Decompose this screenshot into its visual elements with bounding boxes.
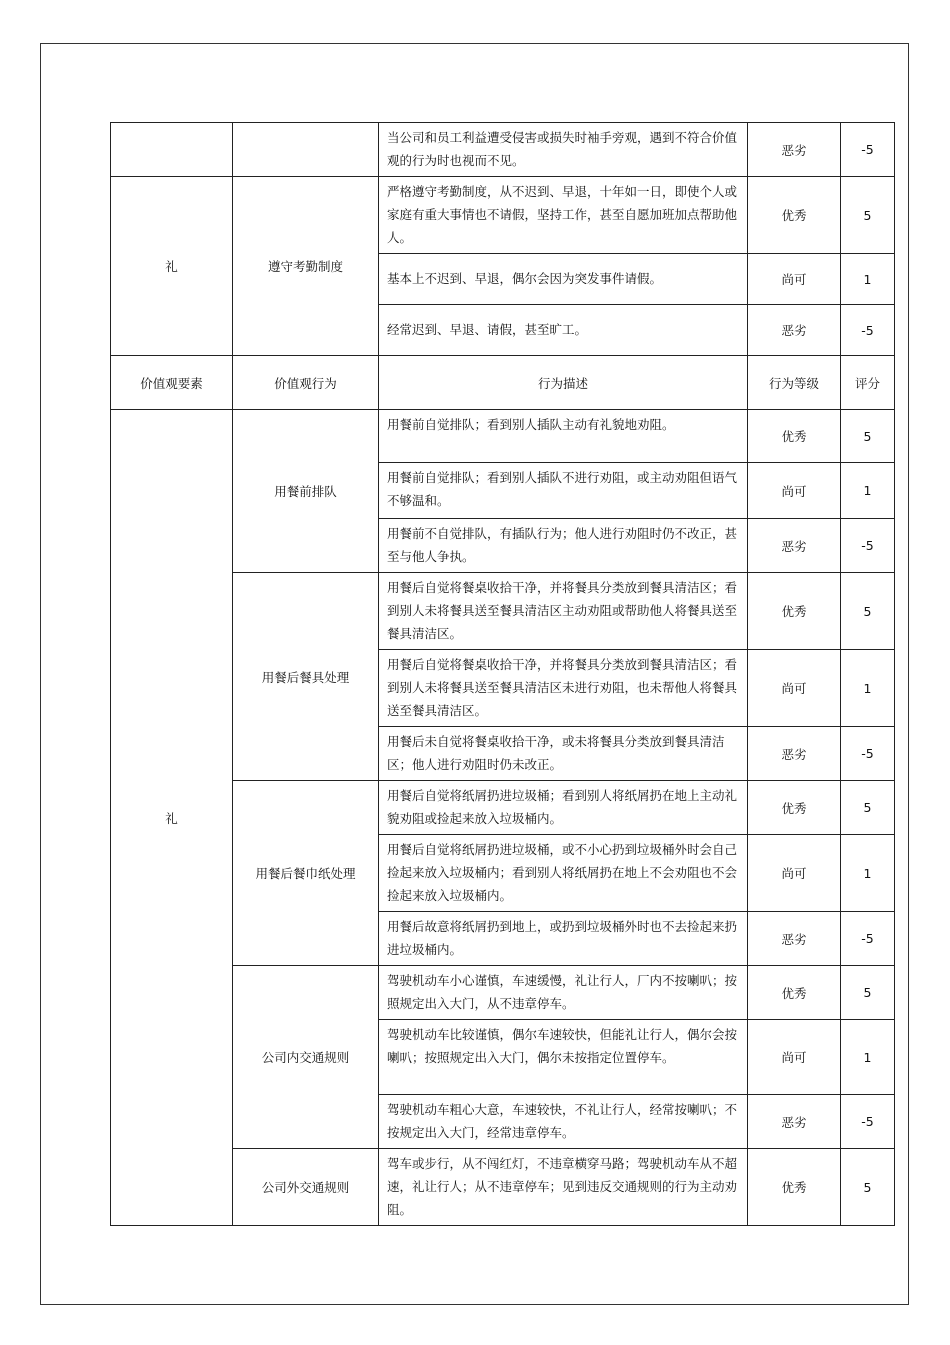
description-cell: 基本上不迟到、早退，偶尔会因为突发事件请假。 — [379, 254, 748, 305]
score-cell: 1 — [841, 463, 895, 519]
grade-cell: 恶劣 — [748, 1095, 841, 1149]
score-cell: 1 — [841, 1020, 895, 1095]
value-behavior-cell: 用餐后餐具处理 — [233, 573, 379, 781]
value-behavior-cell: 遵守考勤制度 — [233, 177, 379, 356]
grade-cell: 恶劣 — [748, 305, 841, 356]
value-behavior-cell: 公司内交通规则 — [233, 966, 379, 1149]
description-cell: 用餐后自觉将纸屑扔进垃圾桶；看到别人将纸屑扔在地上主动礼貌劝阻或捡起来放入垃圾桶内。 — [379, 781, 748, 835]
value-behavior-cell: 用餐前排队 — [233, 410, 379, 573]
description-cell: 用餐后未自觉将餐桌收拾干净，或未将餐具分类放到餐具清洁区；他人进行劝阻时仍未改正。 — [379, 727, 748, 781]
description-cell: 用餐后自觉将餐桌收拾干净，并将餐具分类放到餐具清洁区；看到别人未将餐具送至餐具清洁区主动劝阻或帮助他人将餐具送至餐具清洁区。 — [379, 573, 748, 650]
header-behavior: 价值观行为 — [233, 356, 379, 410]
table-row — [111, 410, 895, 463]
description-cell: 驾车或步行，从不闯红灯，不违章横穿马路；驾驶机动车从不超速，礼让行人；从不违章停车；见到违反交通规则的行为主动劝阻。 — [379, 1149, 748, 1226]
score-cell: -5 — [841, 519, 895, 573]
score-cell: -5 — [841, 123, 895, 177]
description-cell: 用餐前自觉排队；看到别人插队不进行劝阻，或主动劝阻但语气不够温和。 — [379, 463, 748, 519]
value-element-cell: 礼 — [111, 410, 233, 1226]
grade-cell: 尚可 — [748, 254, 841, 305]
behavior-cell-empty — [233, 123, 379, 177]
description-cell: 用餐后自觉将餐桌收拾干净，并将餐具分类放到餐具清洁区；看到别人未将餐具送至餐具清洁区未进行劝阻，也未帮他人将餐具送至餐具清洁区。 — [379, 650, 748, 727]
grade-cell: 优秀 — [748, 573, 841, 650]
description-cell: 经常迟到、早退、请假，甚至旷工。 — [379, 305, 748, 356]
score-cell: -5 — [841, 727, 895, 781]
score-cell: 5 — [841, 1149, 895, 1226]
grade-cell: 尚可 — [748, 1020, 841, 1095]
score-cell: 5 — [841, 573, 895, 650]
score-cell: 1 — [841, 835, 895, 912]
score-cell: -5 — [841, 1095, 895, 1149]
description-cell: 驾驶机动车比较谨慎，偶尔车速较快，但能礼让行人，偶尔会按喇叭；按照规定出入大门，偶尔未按指定位置停车。 — [379, 1020, 748, 1095]
value-behavior-cell: 用餐后餐巾纸处理 — [233, 781, 379, 966]
table-row — [111, 177, 895, 254]
description-cell: 严格遵守考勤制度，从不迟到、早退，十年如一日，即使个人或家庭有重大事情也不请假，坚持工作，甚至自愿加班加点帮助他人。 — [379, 177, 748, 254]
grade-cell: 恶劣 — [748, 123, 841, 177]
table-header-row — [111, 356, 895, 410]
description-cell: 驾驶机动车粗心大意，车速较快，不礼让行人，经常按喇叭；不按规定出入大门，经常违章停车。 — [379, 1095, 748, 1149]
grade-cell: 优秀 — [748, 781, 841, 835]
value-element-cell: 礼 — [111, 177, 233, 356]
score-cell: 5 — [841, 410, 895, 463]
values-evaluation-table — [110, 122, 895, 1226]
header-score: 评分 — [841, 356, 895, 410]
grade-cell: 优秀 — [748, 966, 841, 1020]
description-cell: 用餐后自觉将纸屑扔进垃圾桶，或不小心扔到垃圾桶外时会自己捡起来放入垃圾桶内；看到别人将纸屑扔在地上不会劝阻也不会捡起来放入垃圾桶内。 — [379, 835, 748, 912]
value-behavior-cell: 公司外交通规则 — [233, 1149, 379, 1226]
score-cell: -5 — [841, 305, 895, 356]
header-element: 价值观要素 — [111, 356, 233, 410]
grade-cell: 优秀 — [748, 177, 841, 254]
score-cell: 1 — [841, 650, 895, 727]
grade-cell: 尚可 — [748, 650, 841, 727]
grade-cell: 优秀 — [748, 1149, 841, 1226]
grade-cell: 恶劣 — [748, 519, 841, 573]
grade-cell: 恶劣 — [748, 727, 841, 781]
score-cell: -5 — [841, 912, 895, 966]
description-cell: 用餐前不自觉排队，有插队行为；他人进行劝阻时仍不改正，甚至与他人争执。 — [379, 519, 748, 573]
grade-cell: 优秀 — [748, 410, 841, 463]
score-cell: 5 — [841, 966, 895, 1020]
description-cell: 用餐前自觉排队；看到别人插队主动有礼貌地劝阻。 — [379, 410, 748, 463]
score-cell: 1 — [841, 254, 895, 305]
header-description: 行为描述 — [379, 356, 748, 410]
grade-cell: 恶劣 — [748, 912, 841, 966]
element-cell-empty — [111, 123, 233, 177]
table-row — [111, 123, 895, 177]
description-cell: 当公司和员工利益遭受侵害或损失时袖手旁观，遇到不符合价值观的行为时也视而不见。 — [379, 123, 748, 177]
score-cell: 5 — [841, 781, 895, 835]
grade-cell: 尚可 — [748, 463, 841, 519]
score-cell: 5 — [841, 177, 895, 254]
description-cell: 用餐后故意将纸屑扔到地上，或扔到垃圾桶外时也不去捡起来扔进垃圾桶内。 — [379, 912, 748, 966]
description-cell: 驾驶机动车小心谨慎，车速缓慢，礼让行人，厂内不按喇叭；按照规定出入大门，从不违章停车。 — [379, 966, 748, 1020]
grade-cell: 尚可 — [748, 835, 841, 912]
header-grade: 行为等级 — [748, 356, 841, 410]
